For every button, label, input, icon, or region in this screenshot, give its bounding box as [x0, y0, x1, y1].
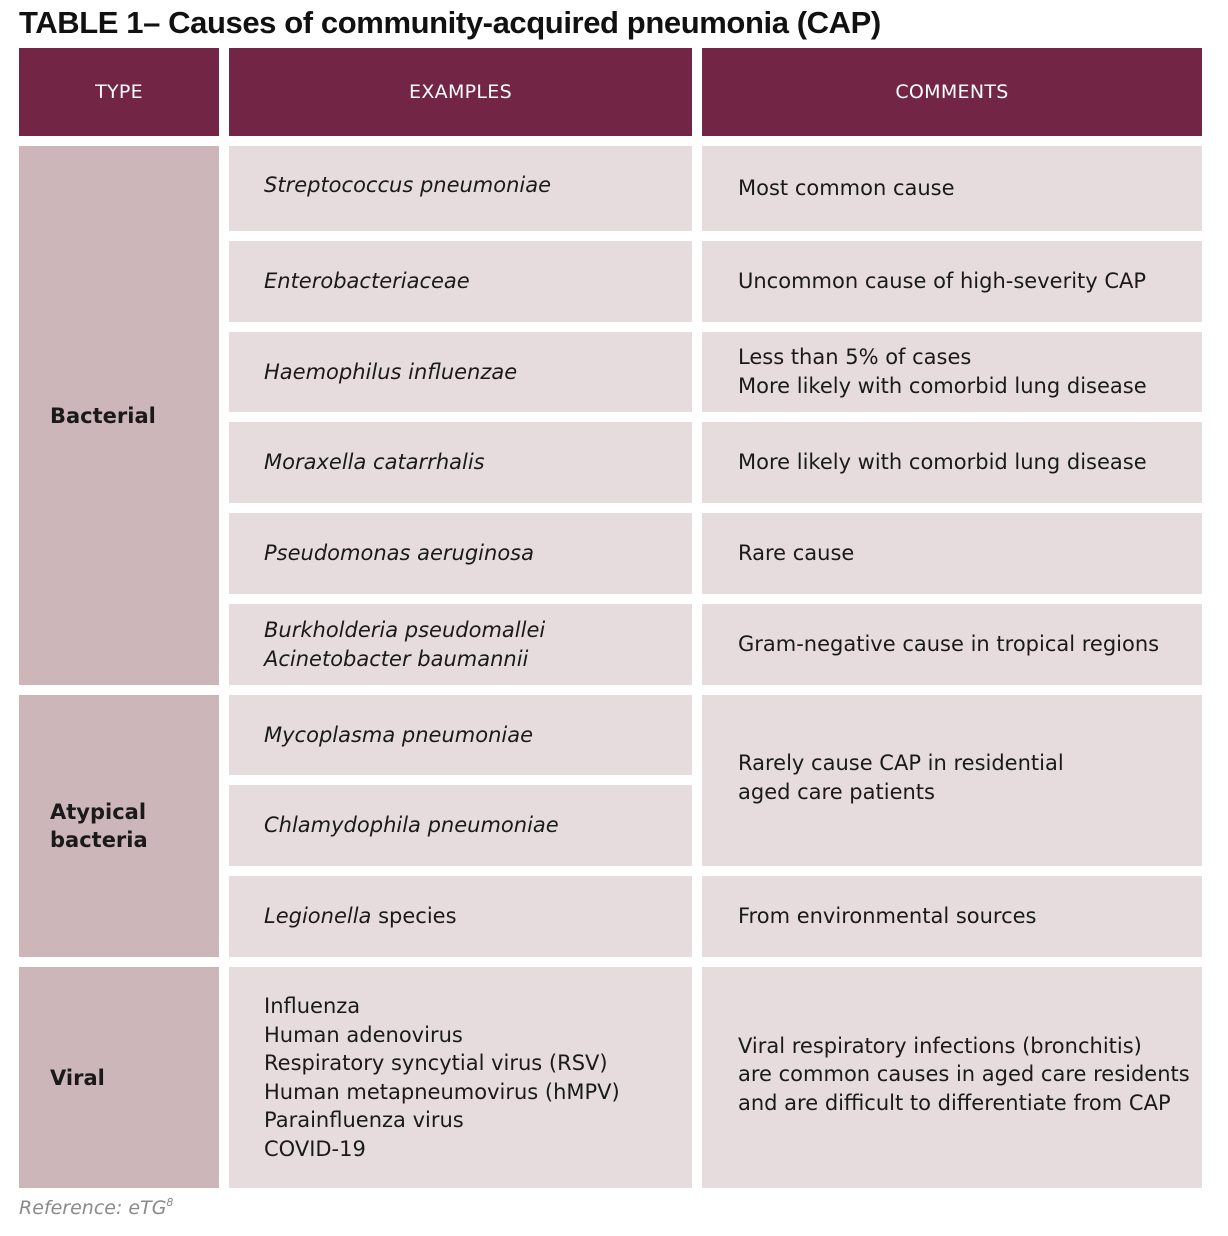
header-examples: EXAMPLES	[229, 48, 692, 136]
table-title: TABLE 1– Causes of community-acquired pneumonia (CAP)	[19, 5, 881, 40]
legionella-genus: Legionella	[264, 904, 372, 928]
example-mycoplasma: Mycoplasma pneumoniae	[229, 695, 692, 775]
header-type: TYPE	[19, 48, 219, 136]
reference-source: eTG	[122, 1197, 167, 1219]
comment-legionella: From environmental sources	[702, 876, 1202, 957]
comment-haemophilus: Less than 5% of cases More likely with comorbid lung disease	[702, 332, 1202, 412]
type-bacterial: Bacterial	[19, 146, 219, 685]
comment-atypical: Rarely cause CAP in residential aged care patients	[702, 695, 1202, 866]
comment-viral: Viral respiratory infections (bronchitis) are common causes in aged care residents and are difficult to differentiate from CAP	[702, 967, 1202, 1188]
example-streptococcus: Streptococcus pneumoniae	[229, 146, 692, 231]
comment-burkholderia-acinetobacter: Gram-negative cause in tropical regions	[702, 604, 1202, 685]
legionella-suffix: species	[371, 904, 457, 928]
reference-citation: 8	[166, 1196, 174, 1209]
example-burkholderia-acinetobacter: Burkholderia pseudomallei Acinetobacter baumannii	[229, 604, 692, 685]
example-moraxella: Moraxella catarrhalis	[229, 422, 692, 503]
reference-label: Reference:	[19, 1197, 123, 1219]
example-chlamydophila: Chlamydophila pneumoniae	[229, 785, 692, 866]
type-viral: Viral	[19, 967, 219, 1188]
example-legionella	[229, 876, 692, 957]
comment-streptococcus: Most common cause	[702, 146, 1202, 231]
type-atypical-bacteria: Atypical bacteria	[19, 695, 219, 957]
example-pseudomonas: Pseudomonas aeruginosa	[229, 513, 692, 594]
header-comments: COMMENTS	[702, 48, 1202, 136]
example-haemophilus: Haemophilus influenzae	[229, 332, 692, 412]
reference-note	[19, 1196, 173, 1219]
comment-enterobacteriaceae: Uncommon cause of high-severity CAP	[702, 241, 1202, 322]
example-viral: Influenza Human adenovirus Respiratory syncytial virus (RSV) Human metapneumovirus (hMPV) Parainfluenza virus COVID-19	[229, 967, 692, 1188]
example-enterobacteriaceae: Enterobacteriaceae	[229, 241, 692, 322]
comment-pseudomonas: Rare cause	[702, 513, 1202, 594]
comment-moraxella: More likely with comorbid lung disease	[702, 422, 1202, 503]
